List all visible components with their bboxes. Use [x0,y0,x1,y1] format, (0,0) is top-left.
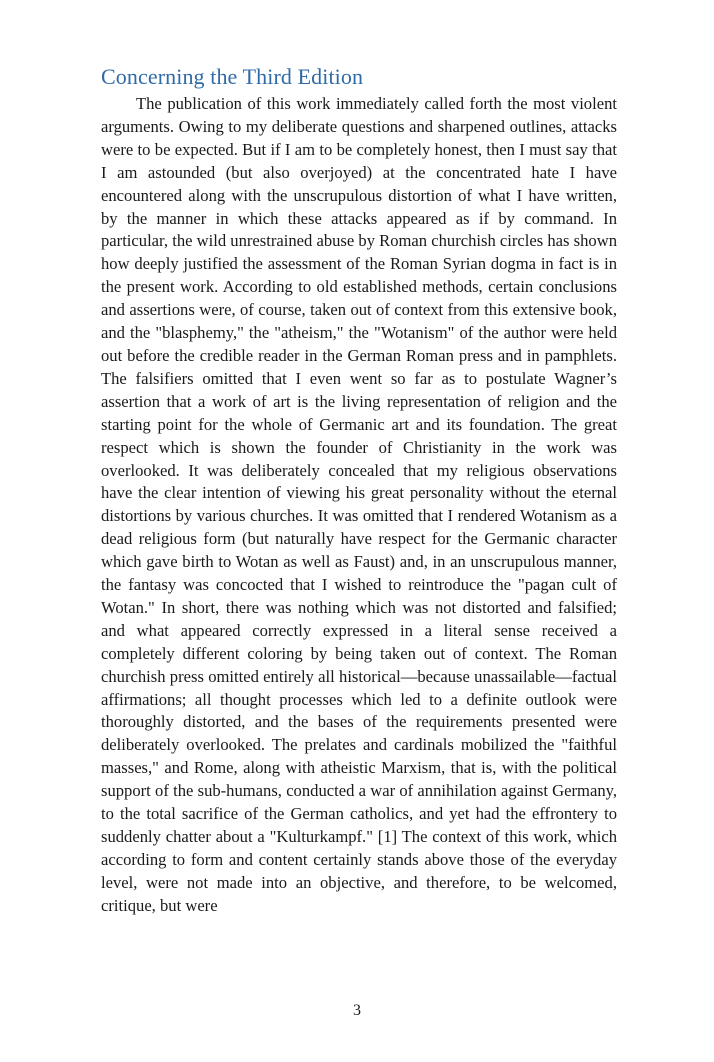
page-number: 3 [353,1002,361,1019]
page-content [101,62,617,918]
section-heading: Concerning the Third Edition [101,64,364,89]
body-paragraph: The publication of this work immediately called forth the most violent arguments. Owing to my deliberate questions and sharpened outlines, attacks were to be expected. But if I am to be completely honest, then I must say that I am astounded (but also overjoyed) at the concentrated hate I have encountered along with the unscrupulous distortion of what I have written, by the manner in which these attacks appeared as if by command. In particular, the wild unrestrained abuse by Roman churchish circles has shown how deeply justified the assessment of the Roman Syrian dogma in fact is in the present work. According to old established methods, certain conclusions and assertions were, of course, taken out of context from this extensive book, and the "blasphemy," the "atheism," the "Wotanism" of the author were held out before the credible reader in the German Roman press and in pamphlets. The falsifiers omitted that I even went so far as to postulate Wagner’s assertion that a work of art is the living representation of religion and the starting point for the whole of Germanic art and its foundation. The great respect which is shown the founder of Christianity in the work was overlooked. It was deliberately concealed that my religious observations have the clear intention of viewing his great personality without the eternal distortions by various churches. It was omitted that I rendered Wotanism as a dead religious form (but naturally have respect for the Germanic character which gave birth to Wotan as well as Faust) and, in an unscrupulous manner, the fantasy was concocted that I wished to reintroduce the "pagan cult of Wotan." In short, there was nothing which was not distorted and falsified; and what appeared correctly expressed in a literal sense received a completely different coloring by being taken out of context. The Roman churchish press omitted entirely all historical—because unassailable—factual affirmations; all thought processes which led to a definite outlook were thoroughly distorted, and the bases of the requirements presented were deliberately overlooked. The prelates and cardinals mobilized the "faithful masses," and Rome, along with atheistic Marxism, that is, with the political support of the sub-humans, conducted a war of annihilation against Germany, to the total sacrifice of the German catholics, and yet had the effrontery to suddenly chatter about a "Kulturkampf." [1] The context of this work, which according to form and content certainly stands above those of the everyday level, were not made into an objective, and therefore, to be welcomed, critique, but were [101,94,617,915]
